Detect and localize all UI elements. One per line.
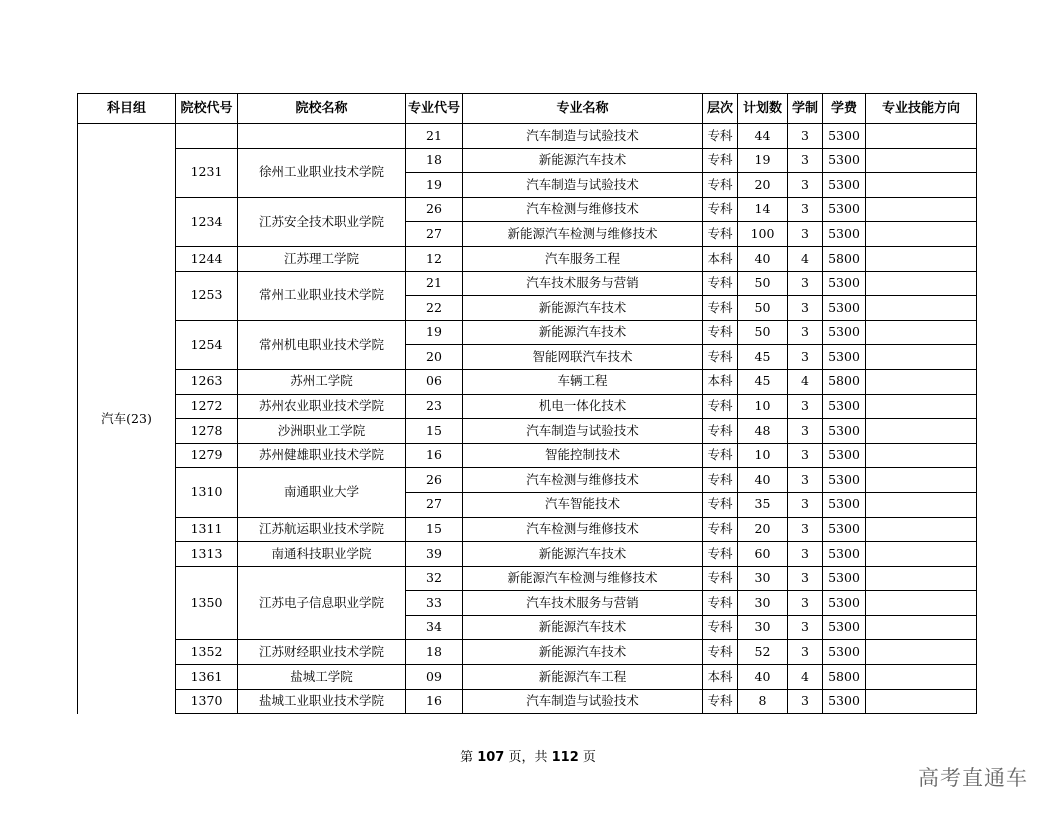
tuition-cell: 5300 (823, 197, 866, 222)
level-cell: 专科 (703, 542, 738, 567)
school-name-cell: 南通职业大学 (238, 468, 406, 517)
plan-count-cell: 14 (738, 197, 788, 222)
level-cell: 专科 (703, 517, 738, 542)
skill-direction-cell (866, 369, 977, 394)
table-row (78, 271, 977, 296)
major-code-cell: 19 (406, 173, 463, 198)
level-cell: 专科 (703, 148, 738, 173)
tuition-cell: 5300 (823, 271, 866, 296)
level-cell: 专科 (703, 566, 738, 591)
skill-direction-cell (866, 517, 977, 542)
major-name-cell: 智能控制技术 (463, 443, 703, 468)
table-row (78, 566, 977, 591)
level-cell: 专科 (703, 197, 738, 222)
years-cell: 3 (788, 197, 823, 222)
plan-count-cell: 100 (738, 222, 788, 247)
level-cell: 专科 (703, 173, 738, 198)
major-name-cell: 新能源汽车技术 (463, 320, 703, 345)
header-school-name: 院校名称 (238, 94, 406, 124)
plan-count-cell: 60 (738, 542, 788, 567)
level-cell: 专科 (703, 271, 738, 296)
years-cell: 3 (788, 517, 823, 542)
header-school-code: 院校代号 (176, 94, 238, 124)
tuition-cell: 5300 (823, 542, 866, 567)
tuition-cell: 5300 (823, 345, 866, 370)
school-code-cell: 1263 (176, 369, 238, 394)
years-cell: 3 (788, 394, 823, 419)
skill-direction-cell (866, 148, 977, 173)
major-code-cell: 15 (406, 419, 463, 444)
school-code-cell: 1352 (176, 640, 238, 665)
school-name-cell: 江苏理工学院 (238, 246, 406, 271)
years-cell: 3 (788, 640, 823, 665)
school-code-cell: 1279 (176, 443, 238, 468)
skill-direction-cell (866, 246, 977, 271)
years-cell: 3 (788, 148, 823, 173)
plan-count-cell: 40 (738, 468, 788, 493)
major-code-cell: 20 (406, 345, 463, 370)
tuition-cell: 5300 (823, 591, 866, 616)
major-code-cell: 15 (406, 517, 463, 542)
years-cell: 3 (788, 124, 823, 149)
table-row (78, 394, 977, 419)
major-name-cell: 机电一体化技术 (463, 394, 703, 419)
plan-count-cell: 45 (738, 369, 788, 394)
admission-plan-table (77, 93, 977, 714)
level-cell: 专科 (703, 419, 738, 444)
table-row (78, 443, 977, 468)
skill-direction-cell (866, 124, 977, 149)
skill-direction-cell (866, 320, 977, 345)
header-level: 层次 (703, 94, 738, 124)
major-name-cell: 新能源汽车技术 (463, 542, 703, 567)
skill-direction-cell (866, 689, 977, 714)
table-row (78, 689, 977, 714)
level-cell: 专科 (703, 320, 738, 345)
major-code-cell: 27 (406, 222, 463, 247)
table-row (78, 468, 977, 493)
skill-direction-cell (866, 222, 977, 247)
level-cell: 专科 (703, 296, 738, 321)
plan-count-cell: 50 (738, 320, 788, 345)
plan-count-cell: 20 (738, 517, 788, 542)
plan-count-cell: 10 (738, 443, 788, 468)
major-name-cell: 车辆工程 (463, 369, 703, 394)
major-name-cell: 汽车检测与维修技术 (463, 468, 703, 493)
major-code-cell: 22 (406, 296, 463, 321)
school-code-cell: 1350 (176, 566, 238, 640)
level-cell: 本科 (703, 369, 738, 394)
tuition-cell: 5300 (823, 124, 866, 149)
major-code-cell: 18 (406, 148, 463, 173)
school-name-cell: 盐城工学院 (238, 665, 406, 690)
plan-count-cell: 30 (738, 615, 788, 640)
table-row (78, 369, 977, 394)
school-code-cell: 1370 (176, 689, 238, 714)
header-skill-direction: 专业技能方向 (866, 94, 977, 124)
school-code-cell: 1361 (176, 665, 238, 690)
major-code-cell: 19 (406, 320, 463, 345)
major-name-cell: 汽车制造与试验技术 (463, 173, 703, 198)
skill-direction-cell (866, 566, 977, 591)
tuition-cell: 5300 (823, 689, 866, 714)
tuition-cell: 5300 (823, 419, 866, 444)
major-code-cell: 27 (406, 492, 463, 517)
major-code-cell: 26 (406, 468, 463, 493)
school-name-cell: 江苏财经职业技术学院 (238, 640, 406, 665)
major-name-cell: 新能源汽车检测与维修技术 (463, 566, 703, 591)
years-cell: 3 (788, 615, 823, 640)
school-code-cell: 1311 (176, 517, 238, 542)
skill-direction-cell (866, 345, 977, 370)
header-subject-group: 科目组 (78, 94, 176, 124)
table-row (78, 517, 977, 542)
header-major-name: 专业名称 (463, 94, 703, 124)
years-cell: 3 (788, 689, 823, 714)
school-name-cell (238, 124, 406, 149)
tuition-cell: 5300 (823, 640, 866, 665)
school-code-cell: 1234 (176, 197, 238, 246)
major-name-cell: 汽车智能技术 (463, 492, 703, 517)
level-cell: 专科 (703, 443, 738, 468)
plan-count-cell: 50 (738, 296, 788, 321)
school-name-cell: 苏州健雄职业技术学院 (238, 443, 406, 468)
major-name-cell: 新能源汽车技术 (463, 148, 703, 173)
tuition-cell: 5300 (823, 517, 866, 542)
plan-count-cell: 40 (738, 665, 788, 690)
skill-direction-cell (866, 271, 977, 296)
skill-direction-cell (866, 591, 977, 616)
level-cell: 本科 (703, 246, 738, 271)
tuition-cell: 5300 (823, 222, 866, 247)
major-code-cell: 18 (406, 640, 463, 665)
school-name-cell: 江苏航运职业技术学院 (238, 517, 406, 542)
skill-direction-cell (866, 296, 977, 321)
tuition-cell: 5300 (823, 394, 866, 419)
tuition-cell: 5300 (823, 615, 866, 640)
plan-count-cell: 8 (738, 689, 788, 714)
skill-direction-cell (866, 665, 977, 690)
school-name-cell: 徐州工业职业技术学院 (238, 148, 406, 197)
major-name-cell: 新能源汽车技术 (463, 296, 703, 321)
major-name-cell: 智能网联汽车技术 (463, 345, 703, 370)
school-code-cell: 1278 (176, 419, 238, 444)
major-name-cell: 汽车服务工程 (463, 246, 703, 271)
level-cell: 专科 (703, 615, 738, 640)
skill-direction-cell (866, 173, 977, 198)
skill-direction-cell (866, 615, 977, 640)
level-cell: 专科 (703, 591, 738, 616)
major-code-cell: 16 (406, 443, 463, 468)
plan-count-cell: 10 (738, 394, 788, 419)
table-row (78, 246, 977, 271)
major-code-cell: 23 (406, 394, 463, 419)
subject-group-cell: 汽车(23) (78, 124, 176, 714)
school-name-cell: 南通科技职业学院 (238, 542, 406, 567)
years-cell: 3 (788, 468, 823, 493)
years-cell: 3 (788, 173, 823, 198)
major-code-cell: 26 (406, 197, 463, 222)
tuition-cell: 5300 (823, 566, 866, 591)
table-row (78, 320, 977, 345)
years-cell: 4 (788, 369, 823, 394)
years-cell: 4 (788, 246, 823, 271)
school-code-cell: 1231 (176, 148, 238, 197)
skill-direction-cell (866, 443, 977, 468)
skill-direction-cell (866, 492, 977, 517)
plan-count-cell: 50 (738, 271, 788, 296)
major-name-cell: 汽车技术服务与营销 (463, 591, 703, 616)
tuition-cell: 5300 (823, 320, 866, 345)
watermark-logo-text: 高考直通车 (918, 766, 1028, 790)
level-cell: 专科 (703, 394, 738, 419)
plan-count-cell: 40 (738, 246, 788, 271)
level-cell: 专科 (703, 345, 738, 370)
table-row (78, 197, 977, 222)
school-name-cell: 盐城工业职业技术学院 (238, 689, 406, 714)
school-code-cell: 1313 (176, 542, 238, 567)
major-code-cell: 09 (406, 665, 463, 690)
major-name-cell: 新能源汽车技术 (463, 640, 703, 665)
table-row (78, 542, 977, 567)
years-cell: 4 (788, 665, 823, 690)
years-cell: 3 (788, 419, 823, 444)
level-cell: 专科 (703, 222, 738, 247)
years-cell: 3 (788, 271, 823, 296)
level-cell: 专科 (703, 124, 738, 149)
footer-page-number: 107 (477, 750, 505, 765)
table-row (78, 148, 977, 173)
plan-count-cell: 35 (738, 492, 788, 517)
tuition-cell: 5300 (823, 443, 866, 468)
years-cell: 3 (788, 443, 823, 468)
level-cell: 专科 (703, 640, 738, 665)
tuition-cell: 5300 (823, 468, 866, 493)
page-footer (0, 746, 1056, 765)
skill-direction-cell (866, 197, 977, 222)
skill-direction-cell (866, 468, 977, 493)
major-name-cell: 新能源汽车检测与维修技术 (463, 222, 703, 247)
major-name-cell: 汽车制造与试验技术 (463, 124, 703, 149)
level-cell: 专科 (703, 468, 738, 493)
major-code-cell: 21 (406, 124, 463, 149)
table-row (78, 640, 977, 665)
school-code-cell: 1272 (176, 394, 238, 419)
skill-direction-cell (866, 394, 977, 419)
school-name-cell: 苏州农业职业技术学院 (238, 394, 406, 419)
school-code-cell: 1310 (176, 468, 238, 517)
years-cell: 3 (788, 566, 823, 591)
footer-suffix: 页 (578, 750, 596, 765)
years-cell: 3 (788, 345, 823, 370)
major-name-cell: 汽车制造与试验技术 (463, 419, 703, 444)
years-cell: 3 (788, 222, 823, 247)
plan-count-cell: 30 (738, 566, 788, 591)
school-code-cell: 1253 (176, 271, 238, 320)
major-name-cell: 汽车技术服务与营销 (463, 271, 703, 296)
major-code-cell: 21 (406, 271, 463, 296)
plan-count-cell: 20 (738, 173, 788, 198)
header-plan-count: 计划数 (738, 94, 788, 124)
school-name-cell: 常州机电职业技术学院 (238, 320, 406, 369)
school-name-cell: 江苏安全技术职业学院 (238, 197, 406, 246)
major-code-cell: 34 (406, 615, 463, 640)
footer-middle: 页，共 (504, 750, 552, 765)
level-cell: 专科 (703, 492, 738, 517)
skill-direction-cell (866, 542, 977, 567)
table-header-row (78, 94, 977, 124)
school-name-cell: 江苏电子信息职业学院 (238, 566, 406, 640)
table-row (78, 419, 977, 444)
table-row (78, 124, 977, 149)
tuition-cell: 5300 (823, 148, 866, 173)
tuition-cell: 5800 (823, 369, 866, 394)
tuition-cell: 5800 (823, 246, 866, 271)
tuition-cell: 5300 (823, 173, 866, 198)
school-code-cell: 1254 (176, 320, 238, 369)
years-cell: 3 (788, 542, 823, 567)
major-name-cell: 新能源汽车技术 (463, 615, 703, 640)
major-code-cell: 39 (406, 542, 463, 567)
plan-count-cell: 45 (738, 345, 788, 370)
major-code-cell: 33 (406, 591, 463, 616)
skill-direction-cell (866, 419, 977, 444)
footer-prefix: 第 (460, 750, 478, 765)
table-row (78, 665, 977, 690)
years-cell: 3 (788, 320, 823, 345)
plan-count-cell: 52 (738, 640, 788, 665)
tuition-cell: 5300 (823, 492, 866, 517)
level-cell: 专科 (703, 689, 738, 714)
school-code-cell (176, 124, 238, 149)
years-cell: 3 (788, 591, 823, 616)
header-tuition: 学费 (823, 94, 866, 124)
major-code-cell: 12 (406, 246, 463, 271)
plan-count-cell: 44 (738, 124, 788, 149)
major-name-cell: 汽车检测与维修技术 (463, 197, 703, 222)
major-name-cell: 汽车制造与试验技术 (463, 689, 703, 714)
skill-direction-cell (866, 640, 977, 665)
level-cell: 本科 (703, 665, 738, 690)
plan-count-cell: 48 (738, 419, 788, 444)
major-name-cell: 新能源汽车工程 (463, 665, 703, 690)
header-major-code: 专业代号 (406, 94, 463, 124)
tuition-cell: 5800 (823, 665, 866, 690)
tuition-cell: 5300 (823, 296, 866, 321)
major-name-cell: 汽车检测与维修技术 (463, 517, 703, 542)
major-code-cell: 16 (406, 689, 463, 714)
years-cell: 3 (788, 296, 823, 321)
major-code-cell: 32 (406, 566, 463, 591)
school-name-cell: 沙洲职业工学院 (238, 419, 406, 444)
major-code-cell: 06 (406, 369, 463, 394)
plan-count-cell: 30 (738, 591, 788, 616)
years-cell: 3 (788, 492, 823, 517)
footer-total-pages: 112 (551, 750, 579, 765)
school-name-cell: 苏州工学院 (238, 369, 406, 394)
school-name-cell: 常州工业职业技术学院 (238, 271, 406, 320)
school-code-cell: 1244 (176, 246, 238, 271)
plan-count-cell: 19 (738, 148, 788, 173)
header-years: 学制 (788, 94, 823, 124)
